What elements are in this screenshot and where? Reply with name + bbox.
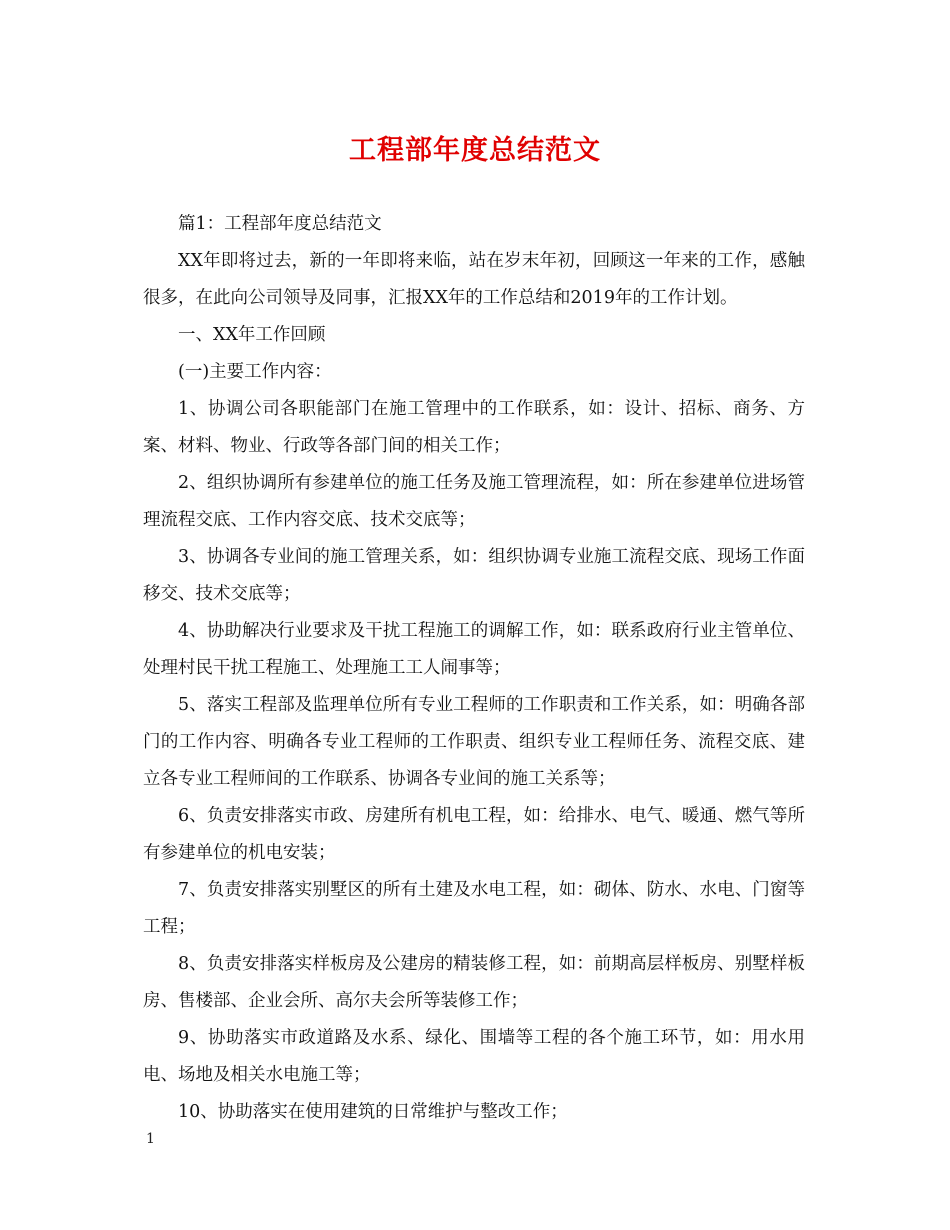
list-item: 8、负责安排落实样板房及公建房的精装修工程，如：前期高层样板房、别墅样板房、售楼部、企业会所、高尔夫会所等装修工作； — [143, 954, 805, 1011]
list-item: 10、协助落实在使用建筑的日常维护与整改工作； — [178, 1102, 568, 1122]
list-item: 9、协助落实市政道路及水系、绿化、围墙等工程的各个施工环节，如：用水用电、场地及相关水电施工等； — [143, 1028, 805, 1085]
paragraph-review-heading: 一、XX年工作回顾 — [178, 325, 326, 345]
list-item: 4、协助解决行业要求及干扰工程施工的调解工作，如：联系政府行业主管单位、处理村民干扰工程施工、处理施工工人闹事等； — [143, 621, 805, 678]
paragraph-section-heading: 篇1：工程部年度总结范文 — [178, 214, 382, 234]
list-item: 3、协调各专业间的施工管理关系，如：组织协调专业施工流程交底、现场工作面移交、技术交底等； — [143, 547, 805, 604]
list-item: 5、落实工程部及监理单位所有专业工程师的工作职责和工作关系，如：明确各部门的工作内容、明确各专业工程师的工作职责、组织专业工程师任务、流程交底、建立各专业工程师间的工作联系、协调各专业间的施工关系等； — [143, 695, 805, 789]
list-item: 1、协调公司各职能部门在施工管理中的工作联系，如：设计、招标、商务、方案、材料、物业、行政等各部门间的相关工作； — [143, 399, 805, 456]
document-title: 工程部年度总结范文 — [349, 135, 601, 166]
paragraph-intro: XX年即将过去，新的一年即将来临，站在岁末年初，回顾这一年来的工作，感触很多，在此向公司领导及同事，汇报XX年的工作总结和2019年的工作计划。 — [143, 251, 805, 308]
document-body — [143, 206, 805, 1131]
paragraph-subheading: (一)主要工作内容： — [178, 362, 332, 382]
list-item: 7、负责安排落实别墅区的所有土建及水电工程，如：砌体、防水、水电、门窗等工程； — [143, 880, 805, 937]
list-item: 2、组织协调所有参建单位的施工任务及施工管理流程，如：所在参建单位进场管理流程交底、工作内容交底、技术交底等； — [143, 473, 805, 530]
list-item: 6、负责安排落实市政、房建所有机电工程，如：给排水、电气、暖通、燃气等所有参建单位的机电安装； — [143, 806, 805, 863]
page-number: 1 — [146, 1131, 155, 1147]
